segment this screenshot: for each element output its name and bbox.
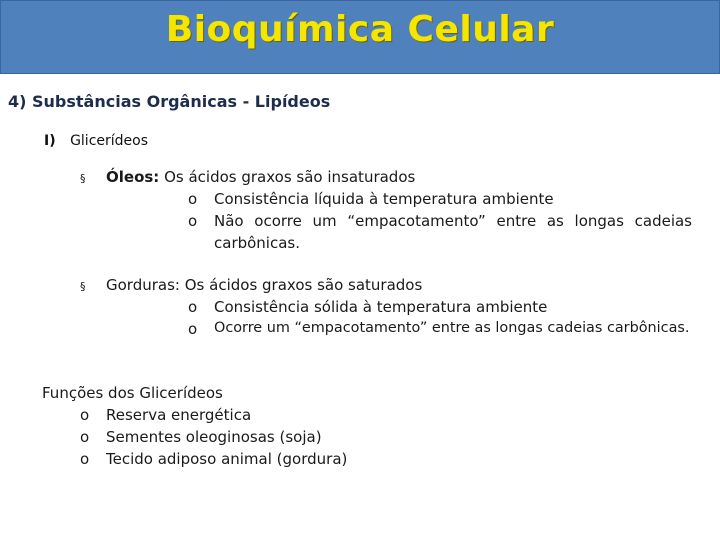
oleos-item-2-cont: carbônicas.: [214, 234, 301, 252]
square-bullet: §: [80, 280, 86, 293]
funcoes-title: Funções dos Glicerídeos: [42, 384, 223, 402]
circle-bullet: o: [188, 320, 198, 338]
page-title: Bioquímica Celular: [165, 9, 555, 50]
square-bullet: §: [80, 172, 86, 185]
circle-bullet: o: [80, 428, 90, 446]
section-heading: 4) Substâncias Orgânicas - Lipídeos: [8, 92, 331, 111]
oleos-line: [106, 168, 415, 186]
funcoes-item-2: Sementes oleoginosas (soja): [106, 428, 322, 446]
subsection-label: Glicerídeos: [70, 133, 149, 149]
circle-bullet: o: [188, 212, 198, 230]
oleos-item-1: Consistência líquida à temperatura ambiente: [214, 190, 554, 208]
gorduras-item-1: Consistência sólida à temperatura ambiente: [214, 298, 548, 316]
subsection-number: I): [44, 133, 56, 149]
gorduras-line: [106, 276, 422, 294]
gorduras-item-2: Ocorre um “empacotamento” entre as longas cadeias carbônicas.: [214, 320, 690, 336]
funcoes-item-1: Reserva energética: [106, 406, 252, 424]
circle-bullet: o: [188, 298, 198, 316]
title-banner: [0, 0, 720, 74]
circle-bullet: o: [80, 406, 90, 424]
oleos-text: Os ácidos graxos são insaturados: [164, 168, 416, 186]
oleos-item-2: Não ocorre um “empacotamento” entre as longas cadeias: [214, 212, 692, 230]
circle-bullet: o: [80, 450, 90, 468]
circle-bullet: o: [188, 190, 198, 208]
gorduras-text: Os ácidos graxos são saturados: [184, 276, 423, 294]
oleos-label: Óleos:: [106, 168, 160, 186]
funcoes-item-3: Tecido adiposo animal (gordura): [106, 450, 348, 468]
gorduras-label: Gorduras:: [106, 276, 180, 294]
subsection-heading: [44, 133, 148, 149]
